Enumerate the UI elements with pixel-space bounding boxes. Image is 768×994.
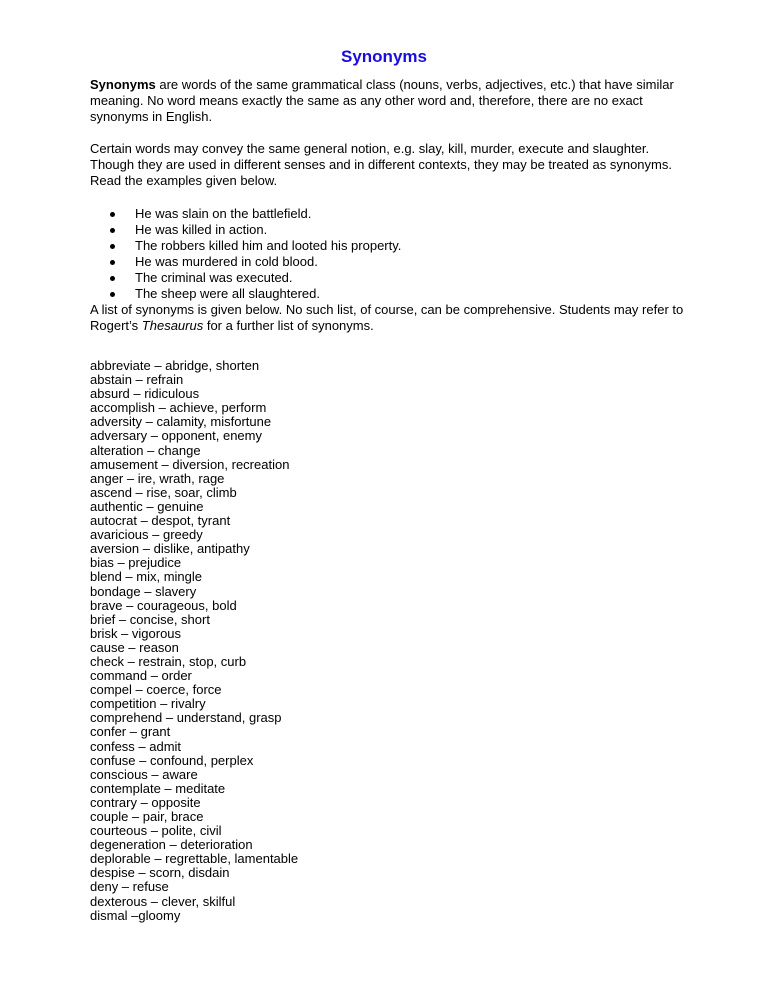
synonym-entry: courteous – polite, civil <box>90 823 222 839</box>
synonym-entry: adversary – opponent, enemy <box>90 428 262 444</box>
synonym-list <box>90 359 298 923</box>
intro-term: Synonyms <box>90 77 156 92</box>
list-intro-text-end: for a further list of synonyms. <box>203 318 374 333</box>
synonym-entry: comprehend – understand, grasp <box>90 710 282 726</box>
example-item <box>90 270 401 286</box>
synonym-entry: confess – admit <box>90 738 182 754</box>
synonym-entry: dismal –gloomy <box>90 907 181 923</box>
intro-paragraph <box>90 77 690 125</box>
synonym-entry: contemplate – meditate <box>90 780 226 796</box>
synonym-entry: anger – ire, wrath, rage <box>90 470 225 486</box>
synonym-entry: aversion – dislike, antipathy <box>90 541 250 557</box>
notion-paragraph: Certain words may convey the same general notion, e.g. slay, kill, murder, execute and slaughter. Though they are used in different senses and in different contexts, they may be treated as synonyms. Read the examples given below. <box>90 141 672 188</box>
example-text: He was killed in action. <box>135 222 268 237</box>
synonym-entry: confuse – confound, perplex <box>90 752 254 768</box>
synonym-entry: autocrat – despot, tyrant <box>90 513 231 529</box>
synonym-entry: bias – prejudice <box>90 555 182 571</box>
synonym-entry: brief – concise, short <box>90 611 210 627</box>
synonym-entry: deplorable – regrettable, lamentable <box>90 851 299 867</box>
synonym-entry: dexterous – clever, skilful <box>90 893 236 909</box>
bullet-icon <box>110 212 115 217</box>
example-item <box>90 286 401 302</box>
synonym-entry: check – restrain, stop, curb <box>90 653 247 669</box>
synonym-entry: amusement – diversion, recreation <box>90 456 290 472</box>
synonym-entry: compel – coerce, force <box>90 682 222 698</box>
synonym-entry: conscious – aware <box>90 766 198 782</box>
bullet-icon <box>110 276 115 281</box>
synonym-entry: command – order <box>90 668 192 684</box>
synonym-entry: brave – courageous, bold <box>90 597 237 613</box>
example-text: He was slain on the battlefield. <box>135 206 312 221</box>
example-text: The robbers killed him and looted his property. <box>135 238 402 253</box>
list-intro-paragraph <box>90 302 690 334</box>
list-intro-text: A list of synonyms is given below. No such list, of course, can be comprehensive. Students may refer to Rogert’s <box>90 302 684 333</box>
synonym-entry: degeneration – deterioration <box>90 837 253 853</box>
synonym-entry: cause – reason <box>90 639 179 655</box>
example-list <box>90 206 401 302</box>
synonym-entry: contrary – opposite <box>90 794 201 810</box>
synonym-entry: accomplish – achieve, perform <box>90 400 267 416</box>
synonym-entry: despise – scorn, disdain <box>90 865 230 881</box>
intro-text: are words of the same grammatical class (nouns, verbs, adjectives, etc.) that have similar meaning. No word means exactly the same as any other word and, therefore, there are no exact synonyms in English. <box>90 77 674 124</box>
synonym-entry: deny – refuse <box>90 879 169 895</box>
thesaurus-title: Thesaurus <box>141 318 204 333</box>
example-text: He was murdered in cold blood. <box>135 254 318 269</box>
synonym-entry: adversity – calamity, misfortune <box>90 414 272 430</box>
bullet-icon <box>110 228 115 233</box>
synonym-entry: authentic – genuine <box>90 498 204 514</box>
example-item <box>90 206 401 222</box>
synonym-entry: blend – mix, mingle <box>90 569 202 585</box>
bullet-icon <box>110 244 115 249</box>
synonym-entry: avaricious – greedy <box>90 527 203 543</box>
synonym-entry: abbreviate – abridge, shorten <box>90 358 260 373</box>
example-text: The sheep were all slaughtered. <box>135 286 321 301</box>
synonym-entry: bondage – slavery <box>90 583 197 599</box>
synonym-entry: competition – rivalry <box>90 696 206 712</box>
example-text: The criminal was executed. <box>135 270 293 285</box>
page-title: Synonyms <box>341 47 427 66</box>
bullet-icon <box>110 292 115 297</box>
synonym-entry: absurd – ridiculous <box>90 386 200 402</box>
synonym-entry: confer – grant <box>90 724 171 740</box>
synonym-entry: alteration – change <box>90 442 201 458</box>
example-item <box>90 254 401 270</box>
synonym-entry: brisk – vigorous <box>90 625 182 641</box>
synonym-entry: abstain – refrain <box>90 372 184 388</box>
example-item <box>90 238 401 254</box>
example-item <box>90 222 401 238</box>
synonym-entry: couple – pair, brace <box>90 809 204 824</box>
bullet-icon <box>110 260 115 265</box>
synonym-entry: ascend – rise, soar, climb <box>90 484 237 500</box>
